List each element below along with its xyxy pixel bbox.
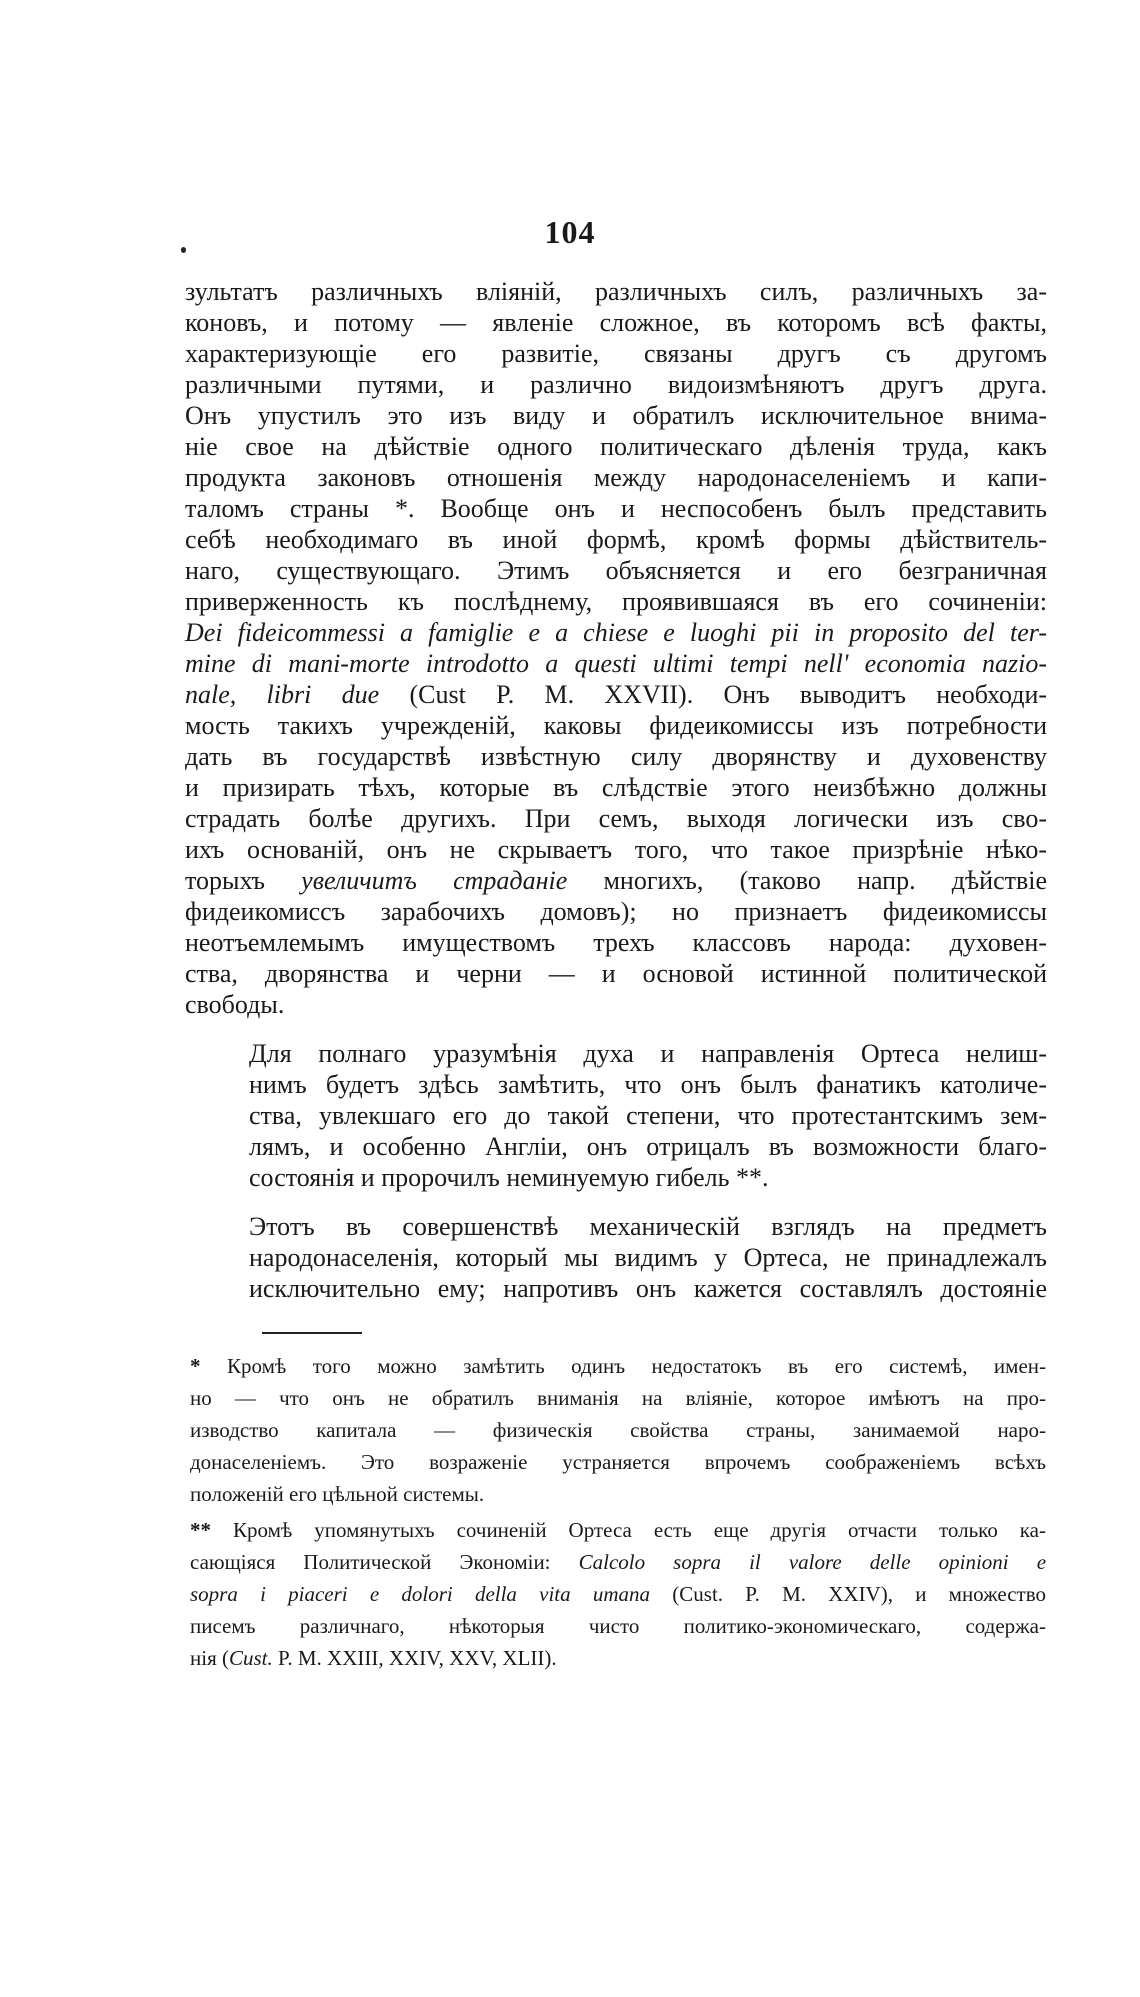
text-line: Онъ упустилъ это изъ виду и обратилъ исключительное внима- [185,401,1047,430]
footnote-line: но — что онъ не обратилъ вниманія на вліяніе, которое имѣютъ на про- [190,1386,1046,1410]
emphasis-text: увеличитъ страданіе [301,866,568,895]
paragraph-2 [185,1038,1047,1193]
text-line: продукта законовъ отношенія между народонаселеніемъ и капи- [185,463,1047,492]
text-line [185,679,1047,710]
footnote-1 [190,1350,1046,1510]
text-fragment: многихъ, (таково напр. дѣйствіе [603,866,1048,895]
footnote-line [190,1578,1046,1610]
paragraph-3 [185,1211,1047,1304]
italic-title: nale, libri due [185,680,380,709]
text-fragment: торыхъ [185,866,265,895]
text-line: неотъемлемымъ имуществомъ трехъ классовъ народа: духовен- [185,928,1047,957]
footnote-divider [262,1332,362,1334]
text-line: себѣ необходимаго въ иной формѣ, кромѣ формы дѣйствитель- [185,525,1047,554]
text-line: таломъ страны *. Вообще онъ и неспособенъ былъ представить [185,494,1047,523]
text-line: характеризующіе его развитіе, связаны другъ съ другомъ [185,339,1047,368]
text-line: ихъ основаній, онъ не скрываетъ того, что такое призрѣніе нѣко- [185,835,1047,864]
text-line: лямъ, и особенно Англіи, онъ отрицалъ въ возможности благо- [249,1132,1047,1161]
text-line: приверженность къ послѣднему, проявившаяся въ его сочиненіи: [185,587,1047,616]
text-line: нимъ будетъ здѣсь замѣтить, что онъ былъ фанатикъ католиче- [249,1070,1047,1099]
text-line: ства, дворянства и черни — и основой истинной политической [185,959,1047,988]
text-line [185,617,1047,648]
italic-citation: Cust. [228,1646,273,1670]
citation: (Cust. P. M. XXIV), и множество [672,1582,1047,1606]
footnote-mark: ** [190,1518,211,1542]
footnote-line [190,1350,1046,1382]
footnote-line: положеній его цѣльной системы. [190,1482,485,1506]
text-line: исключительно ему; напротивъ онъ кажется составлялъ достояніе [249,1274,1047,1303]
text-line: коновъ, и потому — явленіе сложное, въ которомъ всѣ факты, [185,308,1047,337]
italic-title: Calcolo sopra il valore delle opinioni e [578,1550,1047,1574]
text-line: Для полнаго уразумѣнія духа и направленія Ортеса нелиш- [249,1039,1047,1068]
text-line [185,648,1047,679]
footnote-line: донаселеніемъ. Это возраженіе устраняется впрочемъ соображеніемъ всѣхъ [190,1450,1046,1474]
footnote-text: сающіяся Политической Экономіи: [190,1550,551,1574]
text-line: ніе свое на дѣйствіе одного политическаго дѣленія труда, какъ [185,432,1047,461]
footnote-mark: * [190,1354,201,1378]
footnote-text: Кромѣ того можно замѣтить одинъ недостатокъ въ его системѣ, имен- [226,1354,1046,1378]
italic-title: Dei fideicommessi a famiglie e a chiese e luoghi pii in proposito del ter- [185,618,1047,647]
main-text [185,276,1047,1304]
text-line: мость такихъ учрежденій, каковы фидеикомиссы изъ потребности [185,711,1047,740]
text-line: Этотъ въ совершенствѣ механическій взглядъ на предметъ [249,1212,1047,1241]
footnote-text: нія ( [190,1646,229,1670]
page-number: 104 [544,214,596,250]
stray-mark [181,247,186,253]
text-fragment: Онъ выводитъ необходи- [723,680,1048,709]
text-line: наго, существующаго. Этимъ объясняется и его безграничная [185,556,1047,585]
text-line [185,865,1047,896]
text-line: свободы. [185,990,285,1019]
text-line: различными путями, и различно видоизмѣняютъ другъ друга. [185,370,1047,399]
footnote-line [190,1546,1046,1578]
footnote-2 [190,1514,1046,1674]
text-line: ства, увлекшаго его до такой степени, что протестантскимъ зем- [249,1101,1047,1130]
text-line: состоянія и пророчилъ неминуемую гибель **. [249,1163,769,1192]
footnote-line [190,1642,1046,1674]
citation: (Cust P. M. XXVII). [409,680,694,709]
footnote-line: изводство капитала — физическія свойства страны, занимаемой наро- [190,1418,1046,1442]
text-line: дать въ государствѣ извѣстную силу дворянству и духовенству [185,742,1047,771]
paragraph-1 [185,276,1047,1020]
footnote-text: Кромѣ упомянутыхъ сочиненій Ортеса есть еще другія отчасти только ка- [232,1518,1046,1542]
footnote-line [190,1514,1046,1546]
text-line: страдать болѣе другихъ. При семъ, выходя логически изъ сво- [185,804,1047,833]
text-line: народонаселенія, который мы видимъ у Ортеса, не принадлежалъ [249,1243,1047,1272]
text-line: фидеикомиссъ зарабочихъ домовъ); но признаетъ фидеикомиссы [185,897,1047,926]
footnote-line: писемъ различнаго, нѣкоторыя чисто политико-экономическаго, содержа- [190,1614,1046,1638]
italic-title: mine di mani-morte introdotto a questi ultimi tempi nell' economia nazio- [185,649,1047,678]
footnote-text: P. M. XXIII, XXIV, XXV, XLII). [278,1646,557,1670]
footnotes [190,1350,1046,1678]
text-line: и призирать тѣхъ, которые въ слѣдствіе этого неизбѣжно должны [185,773,1047,802]
italic-title: sopra i piaceri e dolori della vita umana [190,1582,651,1606]
text-line: зультатъ различныхъ вліяній, различныхъ силъ, различныхъ за- [185,277,1047,306]
